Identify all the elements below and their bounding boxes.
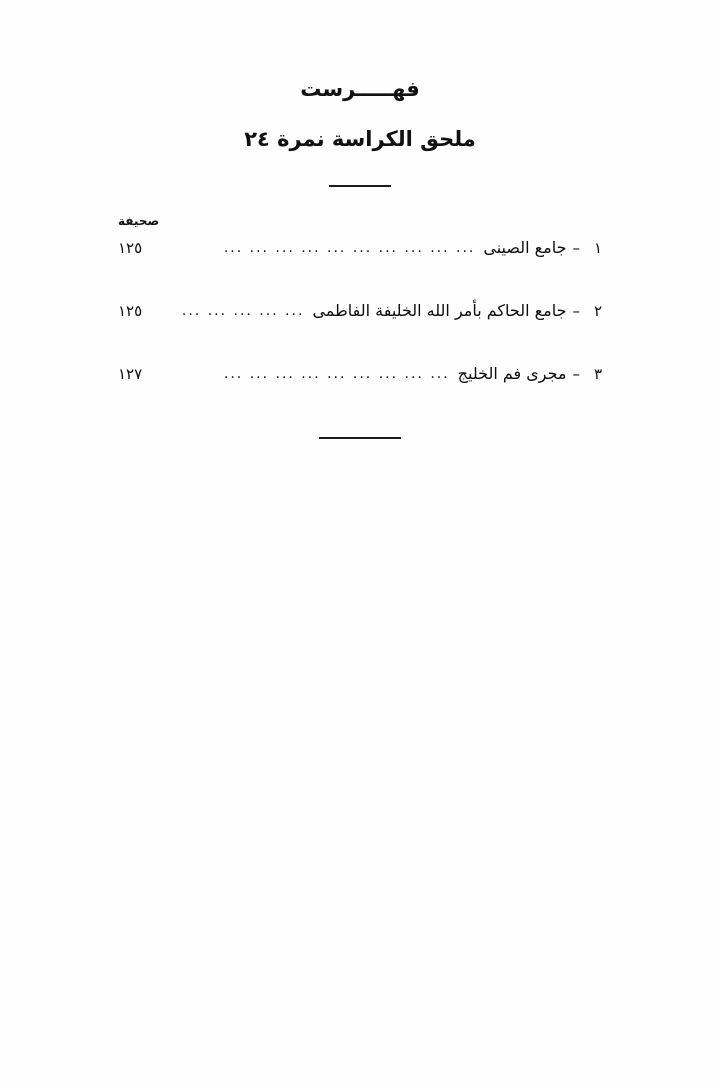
toc-entry-page: ١٢٧ <box>118 365 143 383</box>
toc-entry-leader: ... ... ... ... ... ... ... ... ... <box>223 366 450 382</box>
title-block <box>0 78 720 187</box>
page-subtitle: ملحق الكراسة نمرة ٢٤ <box>244 127 476 152</box>
toc-entry-label: جامع الصينى <box>483 238 567 257</box>
divider-bottom <box>319 437 401 439</box>
toc-entry-page: ١٢٥ <box>118 302 143 320</box>
toc-entry-label: جامع الحاكم بأمر الله الخليفة الفاطمى <box>312 301 567 320</box>
toc-entry-number: ٢ <box>593 302 602 320</box>
toc-entry-dash: – <box>572 239 580 257</box>
toc-entry-number: ١ <box>593 239 602 257</box>
toc-entry-leader: ... ... ... ... ... <box>181 303 305 319</box>
toc-entry-page: ١٢٥ <box>118 239 143 257</box>
toc-entry-dash: – <box>572 365 580 383</box>
toc-entry-dash: – <box>572 302 580 320</box>
toc-entry-number: ٣ <box>593 365 602 383</box>
toc-entry[interactable] <box>118 238 602 257</box>
page-title: فهـــــرست <box>300 77 420 101</box>
toc-entry-label: مجرى فم الخليج <box>457 364 567 383</box>
toc-entry[interactable] <box>118 301 602 320</box>
toc-entry-leader: ... ... ... ... ... ... ... ... ... ... <box>223 240 476 256</box>
table-of-contents <box>118 238 602 427</box>
divider-top <box>329 185 391 187</box>
toc-entry[interactable] <box>118 364 602 383</box>
column-header-page: صحيفة <box>118 214 160 228</box>
